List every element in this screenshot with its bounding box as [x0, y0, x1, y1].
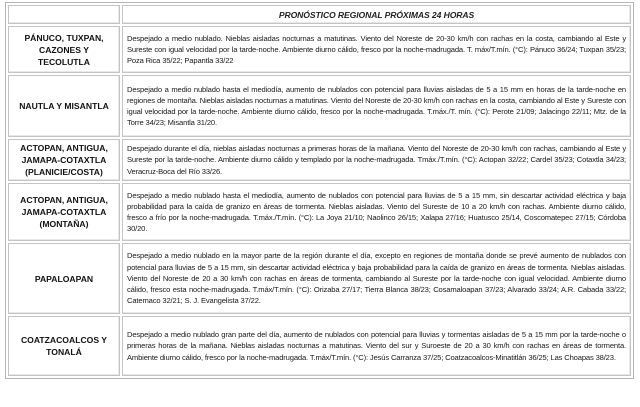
region-name: NAUTLA Y MISANTLA: [8, 75, 120, 137]
forecast-text: Despejado a medio nublado hasta el mediodía, aumento de nublados con potencial para lluvias aisladas de 5 a 15 mm en horas de la tarde-noche en regiones de montaña. Nieblas aisladas nocturnas a matutinas. Viento del Noreste de 20-30 km/h con rachas en la costa, cambiando al Este y Sureste con igual velocidad por la tarde-noche. Ambiente diurno cálido, fresco por la noche-madrugada. T.máx./T. mín. (°C): Perote 21/09; Jalacingo 22/11; Mtz. de la Torre 34/23; Misantla 31/20.: [122, 75, 631, 137]
region-name: COATZACOALCOS Y TONALÁ: [8, 316, 120, 376]
table-row: [8, 26, 631, 73]
table-row: [8, 75, 631, 137]
region-name: ACTOPAN, ANTIGUA, JAMAPA-COTAXTLA (MONTAÑA): [8, 183, 120, 241]
region-name: PÁNUCO, TUXPAN, CAZONES Y TECOLUTLA: [8, 26, 120, 73]
header-region-cell: [8, 5, 120, 24]
forecast-text: Despejado a medio nublado en la mayor parte de la región durante el día, excepto en regiones de montaña donde se prevé aumento de nublados con potencial para lluvias de 5 a 15 mm, sin descartar actividad eléctrica y baja probabilidad para la caída de granizo en áreas de tormenta. Nieblas aisladas. Viento del Noreste de 20 a 30 km/h con rachas en áreas de tormenta, cambiando al Sureste por la tarde-noche con igual velocidad. Ambiente diurno cálido, fresco esta noche-madrugada. T.máx/T.mín. (°C): Orizaba 27/17; Tierra Blanca 38/23; Cosamaloapan 37/23; Alvarado 33/24; A.R. Cabada 33/22; Catemaco 32/21; S. J. Evangelista 37/22.: [122, 243, 631, 314]
forecast-text: Despejado a medio nublado hasta el mediodía, aumento de nublados con potencial para lluvias de 5 a 15 mm, sin descartar actividad eléctrica y baja probabilidad para la caída de granizo en áreas de tormenta. Nieblas aisladas. Viento del Sureste de 10 a 20 km/h con rachas. Ambiente diurno cálido, fresco a frío por la noche-madrugada. T.máx./T.mín. (°C): La Joya 21/10; Naolinco 26/15; Xalapa 27/16; Huatusco 25/14, Coscomatepec 27/15; Córdoba 30/20.: [122, 183, 631, 241]
region-name: ACTOPAN, ANTIGUA, JAMAPA-COTAXTLA (PLANICIE/COSTA): [8, 139, 120, 181]
table-row: [8, 139, 631, 181]
forecast-text: Despejado durante el día, nieblas aisladas nocturnas a primeras horas de la mañana. Viento del Noreste de 20-30 km/h con rachas, cambiando al Este y Sureste por la tarde-noche. Ambiente diurno cálido y templado por la noche-madrugada. Tmáx./T.mín. (°C): Actopan 32/22; Cardel 35/23; Cotaxtla 34/23; Veracruz-Boca del Río 33/26.: [122, 139, 631, 181]
table-row: [8, 183, 631, 241]
table-row: [8, 243, 631, 314]
forecast-text: Despejado a medio nublado. Nieblas aisladas nocturnas a matutinas. Viento del Noreste de 20-30 km/h con rachas en la costa, cambiando al Este y Sureste con igual velocidad por la tarde-noche. Ambiente diurno cálido, fresco por la noche-madrugada. T. máx/T.mín. (°C): Pánuco 36/24; Tuxpan 35/23; Poza Rica 35/22; Papantla 33/22: [122, 26, 631, 73]
region-name: PAPALOAPAN: [8, 243, 120, 314]
table-row: [8, 316, 631, 376]
regional-forecast-table: [5, 2, 634, 379]
header-title: PRONÓSTICO REGIONAL PRÓXIMAS 24 HORAS: [122, 5, 631, 24]
forecast-text: Despejado a medio nublado gran parte del día, aumento de nublados con potencial para lluvias y tormentas aisladas de 5 a 15 mm por la tarde-noche o primeras horas de la mañana. Nieblas aisladas nocturnas a matutinas. Viento del sur y Suroeste de 20 a 30 km/h con rachas en áreas de tormenta. Ambiente diurno cálido, fresco por la noche-madrugada. T.máx/T.mín. (°C): Jesús Carranza 37/25; Coatzacoalcos-Minatitlán 36/25; Las Choapas 38/23.: [122, 316, 631, 376]
table-header-row: [8, 5, 631, 24]
